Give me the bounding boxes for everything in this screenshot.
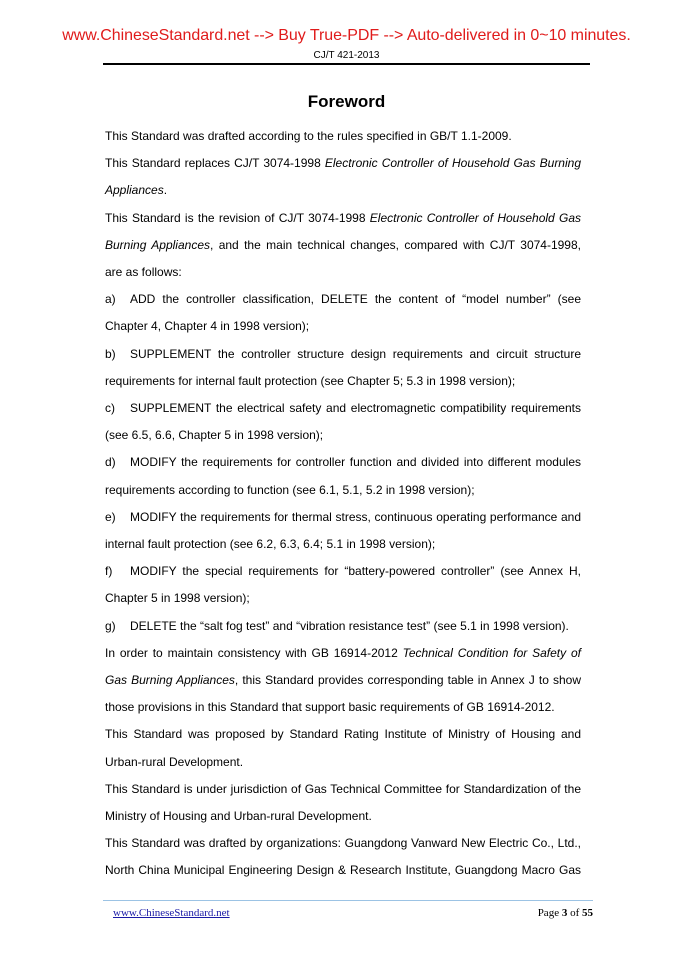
text-run: This Standard is the revision of CJ/T 3074-1998 [105,210,370,225]
cited-title: Technical Condition for Safety of Gas Burning Appliances [105,645,581,688]
promo-banner[interactable]: www.ChineseStandard.net --> Buy True-PDF --> Auto-delivered in 0~10 minutes. [62,27,631,44]
list-item-label: c) [105,401,115,416]
page-number [538,907,593,919]
text-run: This Standard was drafted according to the rules specified in GB/T 1.1-2009. [105,129,512,143]
list-item [105,449,581,503]
header-divider [103,63,590,65]
paragraph [105,776,581,830]
paragraph [105,205,581,287]
text-run: This Standard was proposed by Standard Rating Institute of Ministry of Housing and Urban-rural Development. [105,727,581,769]
text-run: SUPPLEMENT the controller structure design requirements and circuit structure requirements for internal fault protection (see Chapter 5; 5.3 in 1998 version); [105,346,581,388]
text-run: . [163,183,168,198]
text-run: ADD the controller classification, DELETE the content of “model number” (see Chapter 4, Chapter 4 in 1998 version); [105,292,581,334]
document-code: CJ/T 421-2013 [313,50,380,61]
text-run: In order to maintain consistency with GB 16914-2012 [105,645,403,660]
text-run: DELETE the “salt fog test” and “vibration resistance test” (see 5.1 in 1998 version). [130,618,569,633]
cited-title: Electronic Controller of Household Gas Burning Appliances [105,156,581,198]
footer-website-link[interactable]: www.ChineseStandard.net [113,907,230,919]
text-run: This Standard replaces CJ/T 3074-1998 [105,156,325,171]
cited-title: Electronic Controller of Household Gas Burning Appliances [105,210,582,252]
list-item [105,286,581,340]
paragraph [105,830,581,884]
text-run: MODIFY the requirements for thermal stress, continuous operating performance and internal fault protection (see 6.2, 6.3, 6.4; 5.1 in 1998 version); [105,509,581,552]
list-item [105,558,581,612]
page-current: 3 [561,907,568,919]
paragraph [105,123,581,150]
paragraph [105,150,581,204]
text-run: SUPPLEMENT the electrical safety and electromagnetic compatibility requirements (see 6.5, 6.6, Chapter 5 in 1998 version); [105,401,581,443]
page-prefix: Page [537,907,562,919]
list-item-label: g) [105,618,116,633]
paragraph [105,721,581,775]
page-title: Foreword [307,92,386,111]
list-item [105,613,581,640]
text-run: MODIFY the special requirements for “battery-powered controller” (see Annex H, Chapter 5 in 1998 version); [105,564,581,606]
foreword-body [105,123,581,885]
list-item [105,341,581,395]
list-item-label: a) [105,292,116,307]
text-run: This Standard was drafted by organizations: Guangdong Vanward New Electric Co., Ltd., North China Municipal Engineering Design & Research Institute, Guangdong Macro Gas [105,836,581,878]
paragraph [105,640,581,722]
text-run: , this Standard provides corresponding table in Annex J to show those provisions in this Standard that support basic requirements of GB 16914-2012. [105,673,582,715]
list-item-label: d) [105,455,116,470]
footer-divider [103,900,593,901]
list-item-label: b) [105,346,116,361]
list-item [105,395,581,449]
text-run: , and the main technical changes, compared with CJ/T 3074-1998, are as follows: [105,237,581,280]
text-run: MODIFY the requirements for controller function and divided into different modules requirements according to function (see 6.1, 5.1, 5.2 in 1998 version); [105,455,581,497]
list-item [105,504,581,558]
list-item-label: f) [105,564,113,579]
page-total: 55 [582,907,593,919]
text-run: This Standard is under jurisdiction of Gas Technical Committee for Standardization of the Ministry of Housing and Urban-rural Development. [105,781,581,824]
list-item-label: e) [105,509,116,524]
page-mid: of [567,907,582,919]
